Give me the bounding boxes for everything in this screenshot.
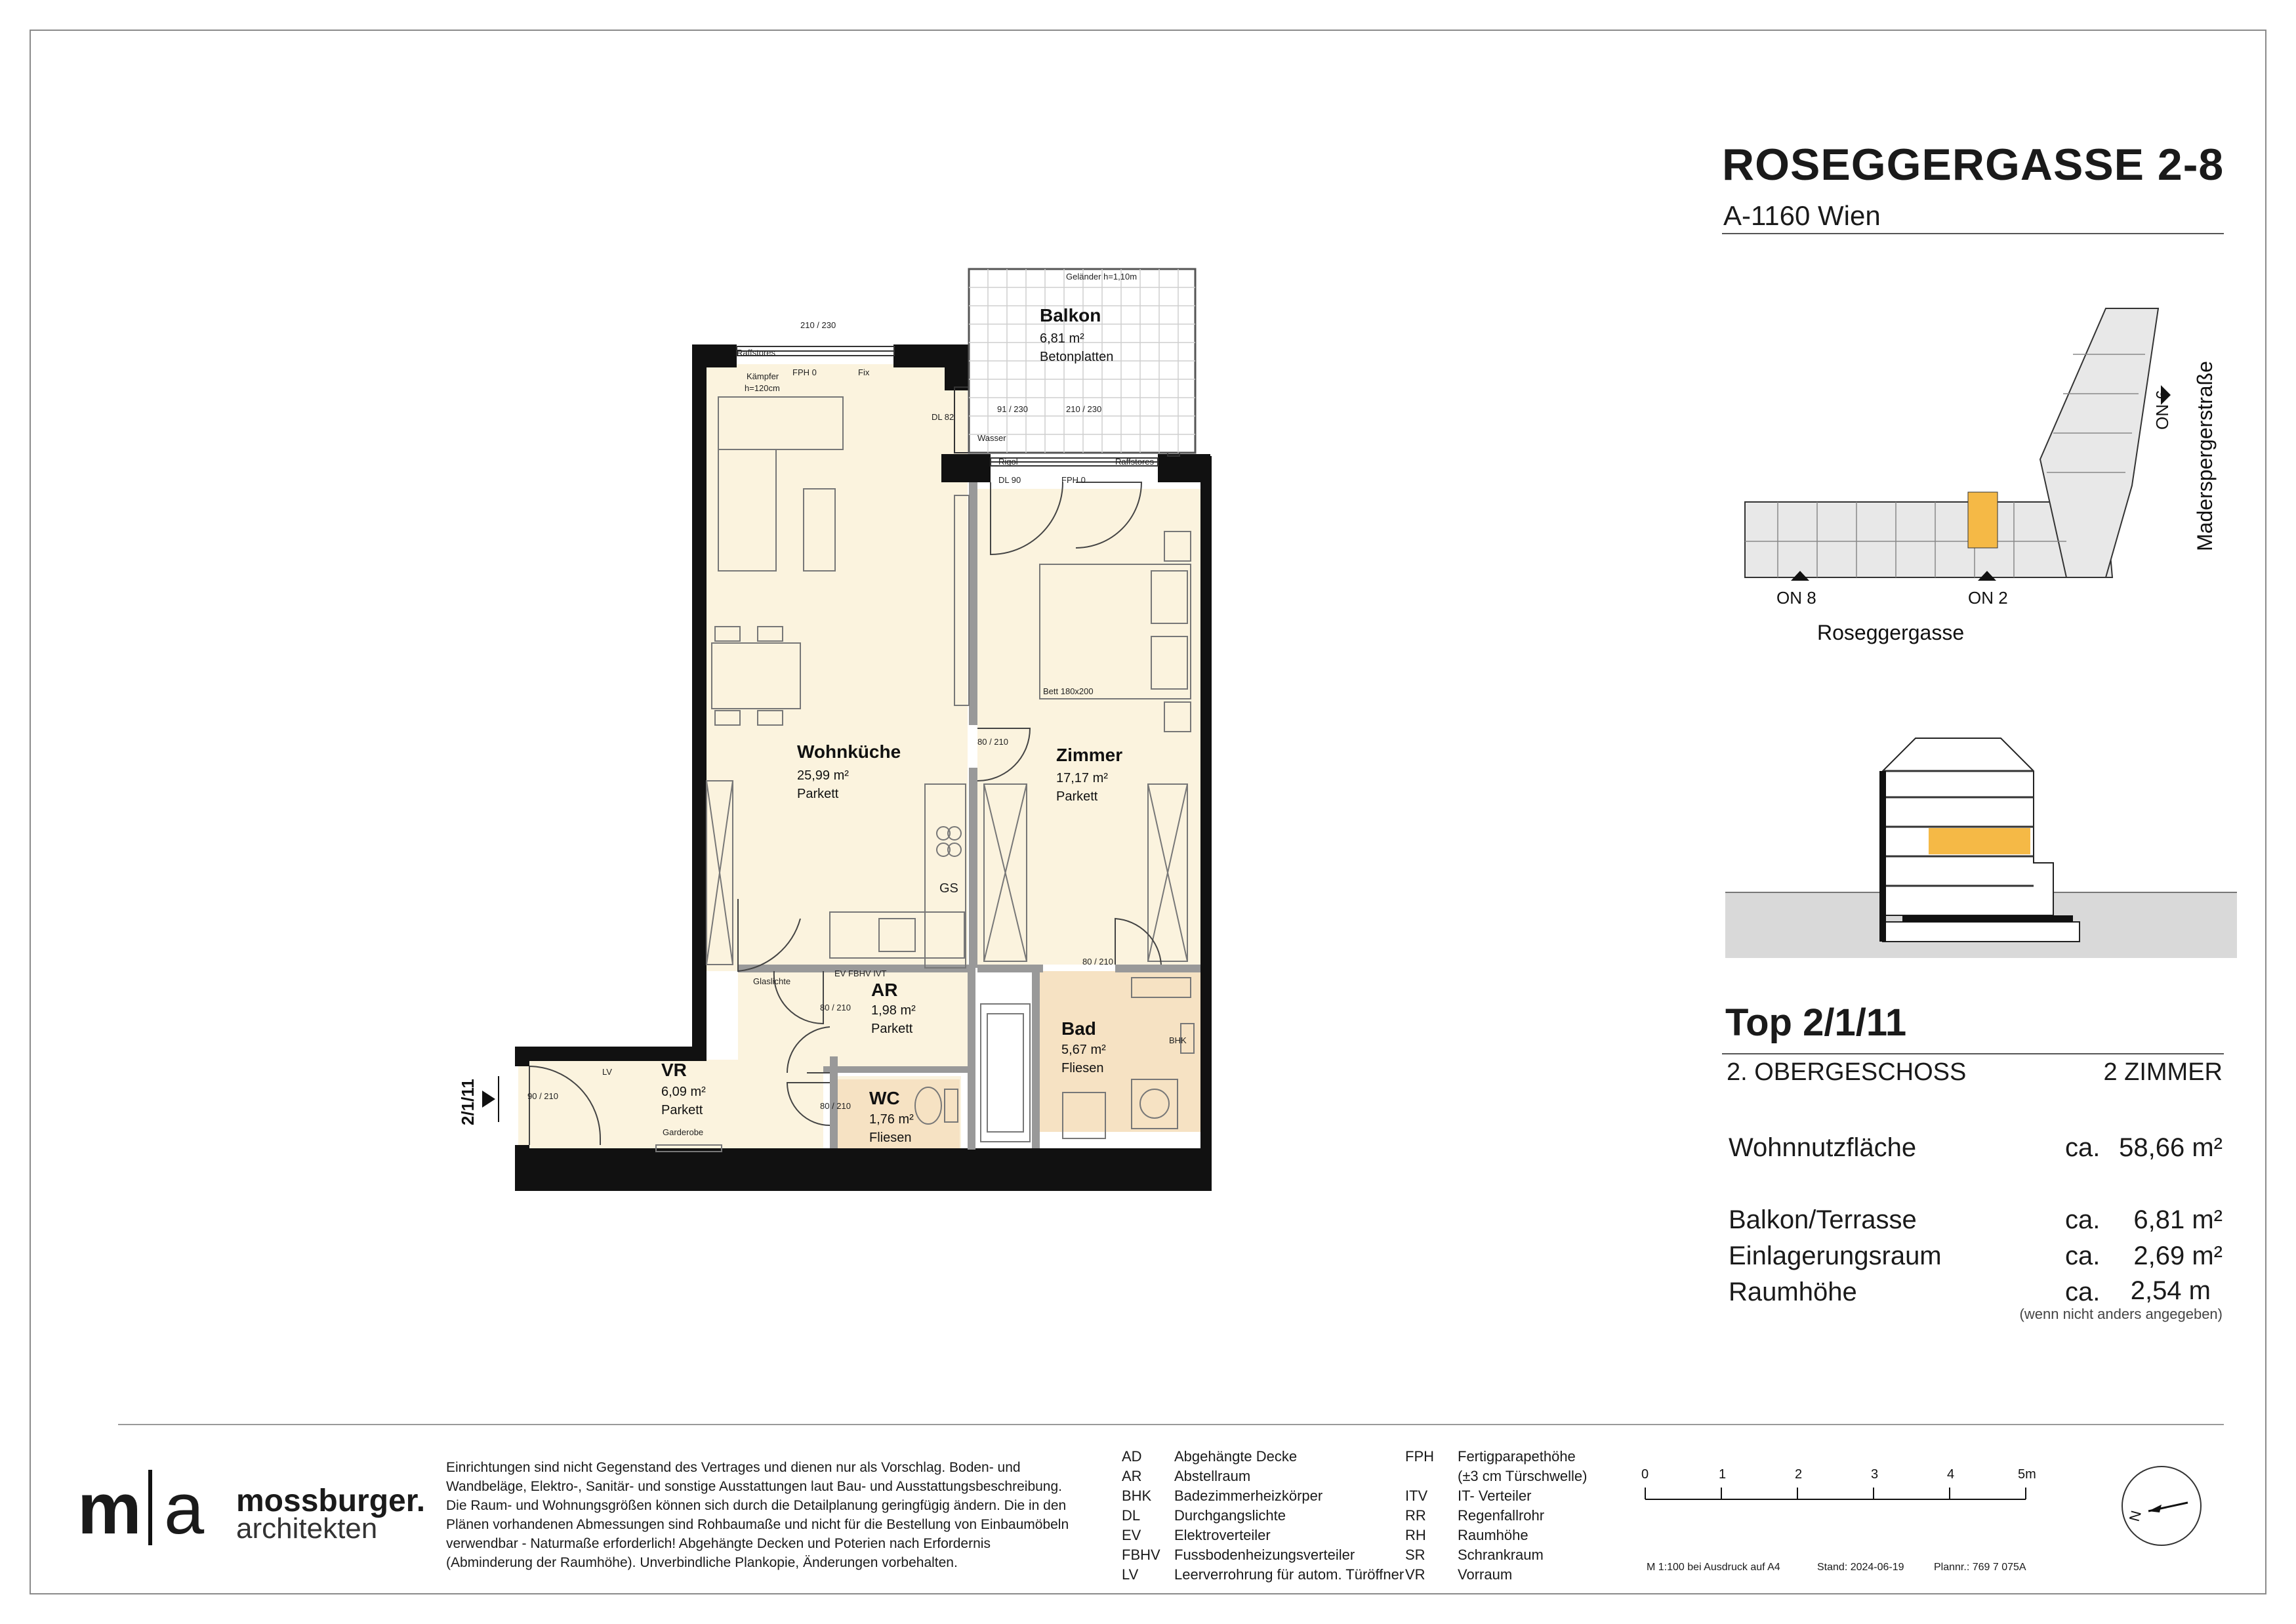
note-raffstores-balkon: Raffstores bbox=[1115, 457, 1155, 467]
scale-bar bbox=[1633, 1460, 2053, 1532]
area-label: Balkon/Terrasse bbox=[1729, 1205, 1917, 1234]
room-name-bad: Bad bbox=[1061, 1018, 1096, 1039]
footer-divider bbox=[118, 1424, 2224, 1425]
note-dl82: DL 82 bbox=[932, 412, 954, 422]
disclaimer: Einrichtungen sind nicht Gegenstand des Vertrages und dienen nur als Vorschlag. Boden- und Wandbeläge, Elektro-, Sanitär- und sonstige Ausstattungen laut Bau- und Ausstattungsbeschreibung. Die Raum- und Wohnungsgrößen können sich durch die Detailplanung geringfügig ändern. Die in den Plänen vorhandenen Abmessungen sind Rohbaumaße und nicht für die Bestellung von Einbaumöbeln verwendbar - Naturmaße erforderlich! Abgehängte Decken und Poterien nach Erfordernis (Abminderung der Raumhöhe). Unverbindliche Plankopie, Änderungen vorbehalten. bbox=[446, 1460, 1069, 1570]
brand-mark-left: m bbox=[77, 1468, 142, 1549]
note-dim-entry-door: 90 / 210 bbox=[527, 1091, 558, 1101]
room-name-zimmer: Zimmer bbox=[1056, 745, 1123, 765]
area-value: 2,69 m² bbox=[2133, 1241, 2223, 1270]
project-address: A-1160 Wien bbox=[1723, 200, 1881, 231]
site-plan bbox=[1738, 289, 2237, 656]
brand-name: mossburger. bbox=[236, 1484, 426, 1518]
note-fph0-top: FPH 0 bbox=[792, 367, 817, 377]
scale-tick-5: 5m bbox=[2018, 1467, 2036, 1482]
siteplan-marker-on2: ON 2 bbox=[1968, 588, 2008, 608]
room-floor-zimmer: Parkett bbox=[1056, 789, 1098, 804]
room-area-balkon: 6,81 m² bbox=[1040, 331, 1084, 346]
siteplan-street-right: Maderspergerstraße bbox=[2193, 361, 2217, 551]
note-dim-window-top: 210 / 230 bbox=[800, 320, 836, 330]
title-divider bbox=[1722, 233, 2224, 234]
note-kaempfer-h: h=120cm bbox=[745, 383, 780, 393]
area-ca: ca. bbox=[2065, 1278, 2101, 1306]
room-area-wohnkueche: 25,99 m² bbox=[797, 768, 849, 783]
note-dim-ar-door: 80 / 210 bbox=[820, 1003, 851, 1012]
unit-top: Top 2/1/11 bbox=[1725, 1001, 1907, 1044]
stand-date: Stand: 2024-06-19 bbox=[1817, 1562, 1904, 1573]
room-floor-vr: Parkett bbox=[661, 1103, 703, 1117]
scale-tick-3: 3 bbox=[1871, 1467, 1879, 1482]
note-lv: LV bbox=[602, 1067, 612, 1077]
room-name-wc: WC bbox=[869, 1088, 900, 1108]
area-ca: ca. bbox=[2065, 1241, 2101, 1270]
siteplan-street-bottom: Roseggergasse bbox=[1817, 621, 1965, 644]
scale-tick-4: 4 bbox=[1947, 1467, 1955, 1482]
siteplan-marker-on6: ON 6 bbox=[2152, 390, 2172, 430]
area-value: 58,66 m² bbox=[2119, 1133, 2223, 1162]
brand-mark bbox=[77, 1468, 142, 1549]
room-name-wohnkueche: Wohnküche bbox=[797, 741, 901, 762]
note-gs: GS bbox=[939, 881, 958, 896]
note-fph0-balkon: FPH 0 bbox=[1061, 475, 1086, 485]
areas-note: (wenn nicht anders angegeben) bbox=[2019, 1306, 2223, 1322]
section-view bbox=[1725, 718, 2250, 961]
note-ev-fbhv-ivt: EV FBHV IVT bbox=[834, 968, 887, 978]
entrance-tag: 2/1/11 bbox=[458, 1079, 478, 1125]
note-dl90: DL 90 bbox=[998, 475, 1021, 485]
room-area-ar: 1,98 m² bbox=[871, 1003, 916, 1018]
north-label: N bbox=[2125, 1509, 2144, 1524]
note-rigol: Rigol bbox=[998, 457, 1018, 467]
area-value: 6,81 m² bbox=[2133, 1205, 2223, 1234]
brand-sub: architekten bbox=[236, 1512, 378, 1545]
area-value: 2,54 m bbox=[2130, 1276, 2211, 1305]
room-floor-wc: Fliesen bbox=[869, 1131, 912, 1145]
plan-number: Plannr.: 769 7 075A bbox=[1934, 1562, 2026, 1573]
note-dim-zimmer-door: 80 / 210 bbox=[977, 737, 1008, 747]
room-area-vr: 6,09 m² bbox=[661, 1085, 706, 1099]
note-dim-91-230: 91 / 230 bbox=[997, 404, 1028, 414]
room-floor-ar: Parkett bbox=[871, 1022, 913, 1036]
note-dim-balkon-door: 210 / 230 bbox=[1066, 404, 1102, 414]
brand-mark-divider bbox=[148, 1470, 152, 1545]
room-floor-balkon: Betonplatten bbox=[1040, 350, 1114, 364]
legend-abbreviations-left: AD Abgehängte Decke AR Abstellraum BHK Badezimmerheizkörper DL Durchgangslichte EV Elektroverteiler FBHV Fussbodenheizungsverteiler LV Leerverrohrung für autom. Türöffner bbox=[1122, 1448, 1404, 1583]
note-dim-bad-door: 80 / 210 bbox=[1082, 957, 1113, 967]
brand-mark-right: a bbox=[164, 1468, 205, 1549]
entrance-arrow bbox=[482, 1091, 495, 1108]
brand-mark-right-wrap bbox=[164, 1468, 205, 1549]
scale-tick-1: 1 bbox=[1719, 1467, 1727, 1482]
area-label: Einlagerungsraum bbox=[1729, 1241, 1942, 1270]
room-floor-bad: Fliesen bbox=[1061, 1061, 1104, 1075]
unit-floor: 2. OBERGESCHOSS bbox=[1727, 1058, 1967, 1086]
area-ca: ca. bbox=[2065, 1133, 2101, 1162]
scale-tick-2: 2 bbox=[1795, 1467, 1803, 1482]
legend-abbreviations-right: FPH Fertigparapethöhe (±3 cm Türschwelle) ITV IT- Verteiler RR Regenfallrohr RH Raumhöhe SR Schrankraum VR Vorraum bbox=[1405, 1448, 1588, 1583]
area-label: Raumhöhe bbox=[1729, 1278, 1857, 1306]
note-bhk: BHK bbox=[1169, 1035, 1187, 1045]
note-glaslichte: Glaslichte bbox=[753, 976, 791, 986]
room-name-vr: VR bbox=[661, 1060, 687, 1080]
room-floor-wohnkueche: Parkett bbox=[797, 787, 839, 801]
room-name-balkon: Balkon bbox=[1040, 305, 1101, 325]
note-kaempfer: Kämpfer bbox=[747, 371, 779, 381]
room-name-ar: AR bbox=[871, 980, 898, 1000]
note-fix: Fix bbox=[858, 367, 870, 377]
unit-rooms: 2 ZIMMER bbox=[2103, 1058, 2223, 1086]
room-area-bad: 5,67 m² bbox=[1061, 1043, 1106, 1057]
unit-divider bbox=[1722, 1053, 2224, 1054]
room-area-zimmer: 17,17 m² bbox=[1056, 771, 1108, 785]
area-label: Wohnnutzfläche bbox=[1729, 1133, 1917, 1162]
note-raffstores-top: Raffstores bbox=[737, 348, 776, 358]
note-garderobe: Garderobe bbox=[663, 1127, 704, 1137]
note-wasser: Wasser bbox=[977, 433, 1006, 443]
scale-tick-0: 0 bbox=[1641, 1467, 1649, 1482]
north-arrow-icon bbox=[2099, 1460, 2217, 1552]
note-bett: Bett 180x200 bbox=[1043, 686, 1094, 696]
room-area-wc: 1,76 m² bbox=[869, 1112, 914, 1127]
scale-note: M 1:100 bei Ausdruck auf A4 bbox=[1647, 1562, 1780, 1573]
note-gelaender: Geländer h=1,10m bbox=[1066, 272, 1138, 281]
area-ca: ca. bbox=[2065, 1205, 2101, 1234]
note-dim-wc-door: 80 / 210 bbox=[820, 1101, 851, 1111]
project-title: ROSEGGERGASSE 2-8 bbox=[1722, 140, 2224, 190]
siteplan-marker-on8: ON 8 bbox=[1776, 588, 1816, 608]
